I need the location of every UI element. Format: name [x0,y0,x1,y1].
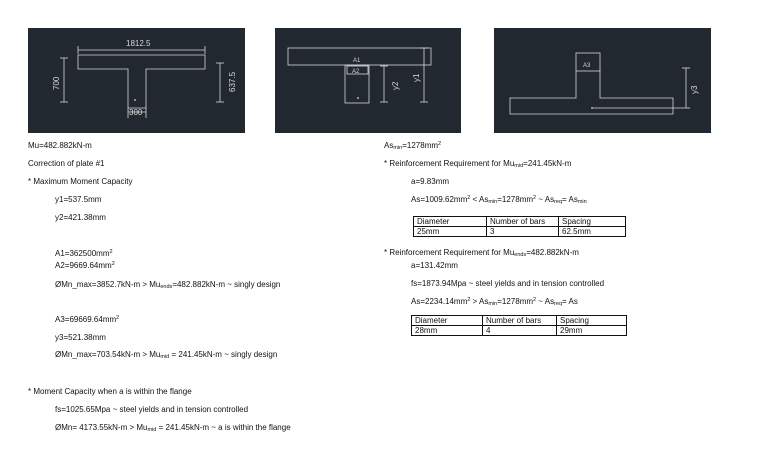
table-header-cell: Diameter [414,217,487,227]
y2-value: y2=421.38mm [55,213,106,222]
tbeam-bottom-dim: 300 [129,108,143,117]
area-a3-label: A3 [583,63,591,69]
areas-a1-a2-drawing [275,28,461,133]
as-value-1: $As=1009.62mm^2 < As_{min}=1278mm^2$ ~ $As_{req}= As_{min}$ [411,195,587,205]
tbeam-drawing [28,28,245,133]
table-cell: 29mm [557,326,627,336]
table-header-cell: Number of bars [487,217,559,227]
y2-dim-label: y2 [391,81,400,90]
table-header-cell: Diameter [412,316,483,326]
a1-value: $A1=362500mm^2$ [55,249,113,258]
area-a2-label: A2 [352,69,360,75]
table-cell: 25mm [414,227,487,237]
tbeam-right-dim: 637.5 [228,71,237,92]
phi-mn-max-2: ØMn_max=703.54kN-m > $Mu_{mid} = 241.45kN-m$ ~ singly design [55,350,278,360]
fs-value-2: fs=1873.94Mpa ~ steel yields and in tension controlled [411,279,605,288]
table-row [412,326,627,336]
area-a3-drawing [494,28,711,133]
table-header-row [414,217,626,227]
table-cell: 4 [483,326,557,336]
area-a3-diagram [494,28,711,133]
a3-value: $A3=69669.64mm^2$ [55,315,120,324]
a-value-1: a=9.83mm [411,177,450,186]
table-cell: 3 [487,227,559,237]
table-header-cell: Spacing [557,316,627,326]
table-cell: 62.5mm [559,227,626,237]
rebar-table-mid [413,216,626,237]
phi-mn-3: ØMn= $4173.55kN-m > Mu_{mid} = 241.45kN-m$ ~ a is within the flange [55,423,291,433]
a-value-2: a=131.42mm [411,261,458,270]
table-row [414,227,626,237]
flange-heading: * Moment Capacity when a is within the flange [28,387,192,396]
req-heading-ends: * Reinforcement Requirement for $Mu_{ends}=482.882kN-m$ [384,248,579,258]
areas-a1-a2-diagram [275,28,461,133]
table-header-row [412,316,627,326]
area-a1-label: A1 [353,58,361,64]
y3-value: y3=521.38mm [55,333,106,342]
fs-value-1: fs=1025.65Mpa ~ steel yields and in tension controlled [55,405,249,414]
req-heading-mid: * Reinforcement Requirement for $Mu_{mid}=241.45kN-m$ [384,159,572,169]
asmin-value: $As_{min}=1278mm^2$ [384,141,442,151]
mu-value: Mu=482.882kN-m [28,141,92,150]
table-header-cell: Spacing [559,217,626,227]
tbeam-left-dim: 700 [52,76,61,90]
table-cell: 28mm [412,326,483,336]
y1-value: y1=537.5mm [55,195,102,204]
tbeam-diagram [28,28,245,133]
rebar-table-ends [411,315,627,336]
y1-dim-label: y1 [412,73,421,82]
tbeam-top-dim: 1812.5 [126,39,151,48]
max-moment-heading: * Maximum Moment Capacity [28,177,133,186]
y3-dim-label: y3 [690,85,699,94]
a2-value: $A2=9669.64mm^2$ [55,261,115,270]
table-header-cell: Number of bars [483,316,557,326]
correction-note: Correction of plate #1 [28,159,105,168]
as-value-2: $As=2234.14mm^2 > As_{min}=1278mm^2$ ~ $As_{req}= As$ [411,297,578,307]
phi-mn-max-1: ØMn_max=3852.7kN-m > $Mu_{ends}=482.882kN-m$ ~ singly design [55,280,281,290]
